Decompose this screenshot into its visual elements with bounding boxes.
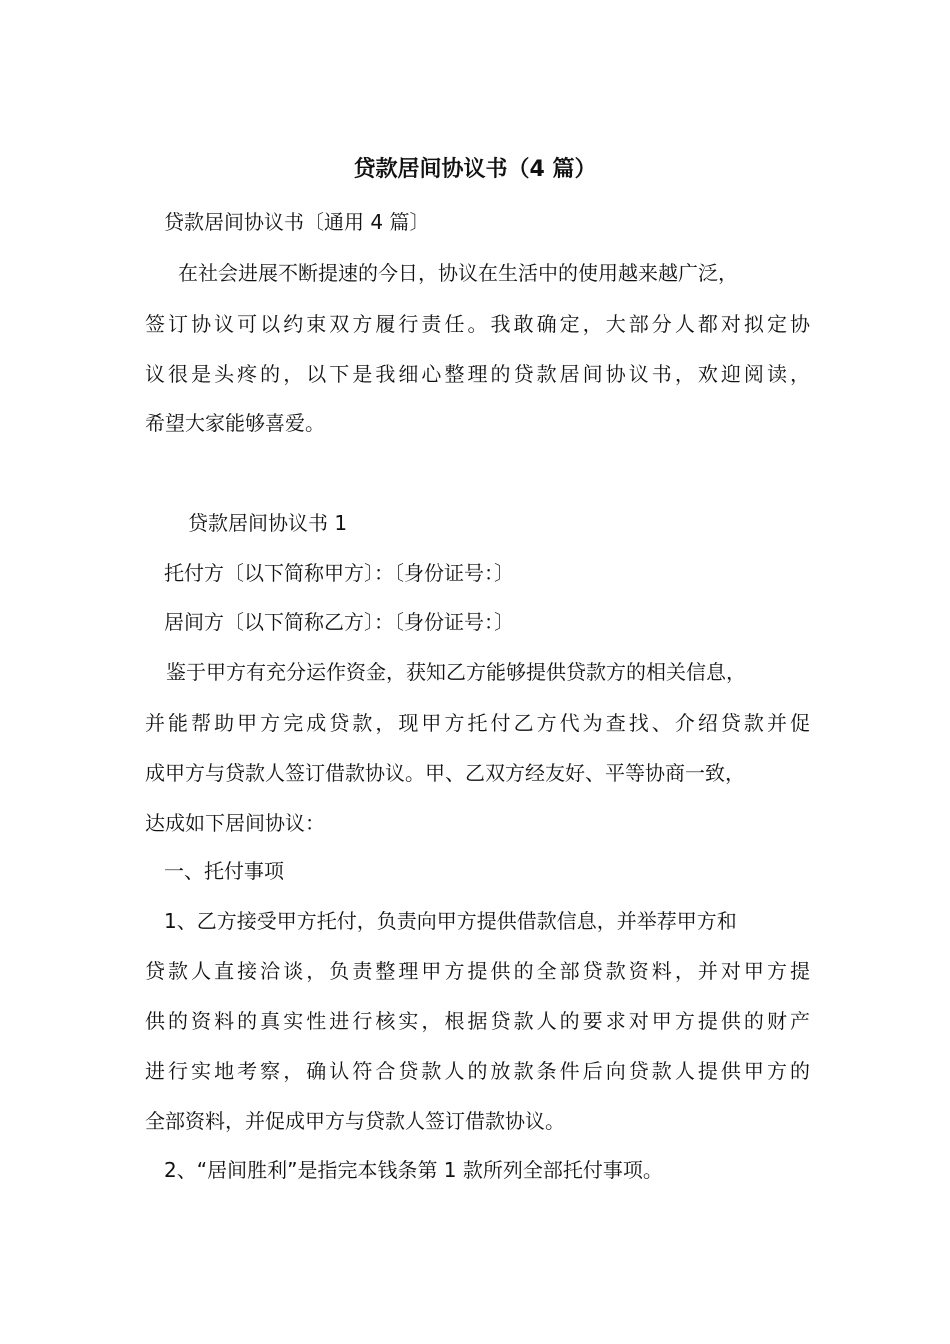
clause-1-line: 全部资料，并促成甲方与贷款人签订借款协议。 (145, 1109, 565, 1133)
section-heading: 贷款居间协议书 1 (188, 511, 348, 535)
clause-1-line: 1、乙方接受甲方托付，负责向甲方提供借款信息，并举荐甲方和 (164, 909, 737, 933)
party-a-line: 托付方〔以下简称甲方〕：〔身份证号：〕 (164, 561, 514, 585)
document-title: 贷款居间协议书（4 篇） (353, 157, 597, 182)
clause-heading: 一、托付事项 (164, 859, 284, 883)
party-b-line: 居间方〔以下简称乙方〕：〔身份证号：〕 (164, 610, 514, 634)
intro-line: 希望大家能够喜爱。 (145, 411, 325, 435)
preamble-line: 并能帮助甲方完成贷款，现甲方托付乙方代为查找、介绍贷款并促 (145, 711, 810, 735)
document-subtitle: 贷款居间协议书〔通用 4 篇〕 (164, 210, 430, 234)
intro-line: 在社会进展不断提速的今日，协议在生活中的使用越来越广泛， (178, 261, 738, 285)
clause-1-line: 贷款人直接洽谈，负责整理甲方提供的全部贷款资料，并对甲方提 (145, 959, 810, 983)
preamble-line: 鉴于甲方有充分运作资金，获知乙方能够提供贷款方的相关信息， (166, 660, 746, 684)
intro-line: 签订协议可以约束双方履行责任。我敢确定，大部分人都对拟定协 (145, 312, 810, 336)
clause-2-line: 2、“居间胜利”是指完本钱条第 1 款所列全部托付事项。 (164, 1158, 663, 1182)
clause-1-line: 供的资料的真实性进行核实，根据贷款人的要求对甲方提供的财产 (145, 1009, 810, 1033)
intro-line: 议很是头疼的，以下是我细心整理的贷款居间协议书，欢迎阅读， (145, 362, 810, 386)
preamble-line: 达成如下居间协议： (145, 811, 325, 835)
preamble-line: 成甲方与贷款人签订借款协议。甲、乙双方经友好、平等协商一致， (145, 761, 745, 785)
clause-1-line: 进行实地考察，确认符合贷款人的放款条件后向贷款人提供甲方的 (145, 1059, 810, 1083)
